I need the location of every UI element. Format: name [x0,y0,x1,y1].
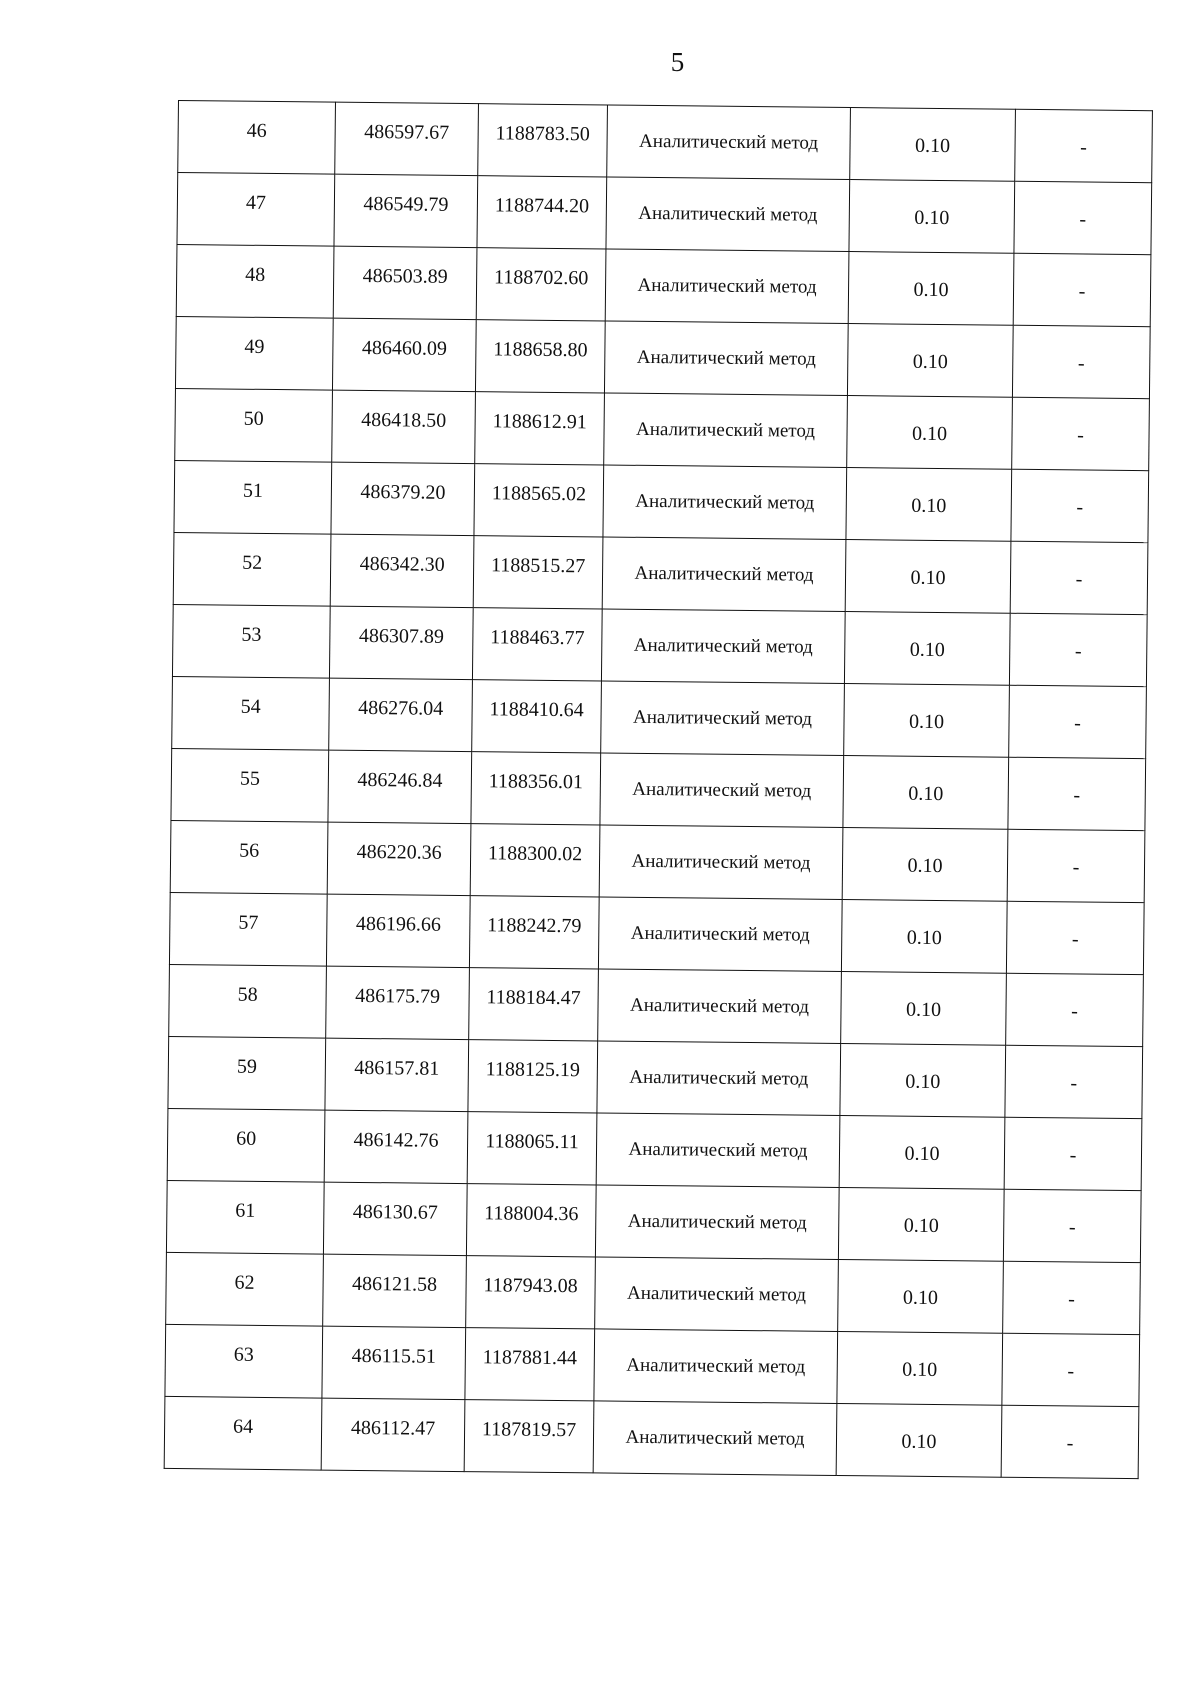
method: Аналитический метод [636,346,816,370]
method-cell [602,537,846,612]
table-row [172,676,1147,758]
x-coordinate-cell [322,1326,466,1399]
x-coordinate: 486196.66 [355,912,441,936]
description-cell [1002,1333,1140,1406]
x-coordinate-cell [321,1398,465,1471]
description-cell [1001,1405,1139,1478]
error-cell [838,1187,1004,1261]
x-coordinate-cell [323,1254,467,1327]
table-row [176,244,1151,326]
table-row [168,1036,1143,1118]
description-cell [1006,901,1144,974]
error-value: 0.10 [908,782,944,806]
method-cell [596,1113,840,1188]
method: Аналитический метод [626,1354,806,1378]
y-coordinate-cell [478,104,608,177]
point-number: 58 [237,983,258,1006]
point-number-cell [172,604,330,678]
description-value: - [1072,856,1080,879]
error-value: 0.10 [911,494,947,518]
x-coordinate: 486379.20 [360,480,446,504]
table-row [174,460,1149,542]
error-value: 0.10 [902,1358,938,1382]
error-cell [843,756,1009,830]
page-number: 5 [670,47,685,77]
y-coordinate: 1187943.08 [483,1274,578,1298]
method: Аналитический метод [637,274,817,298]
error-value: 0.10 [912,350,948,374]
description-value: - [1071,928,1079,951]
y-coordinate-cell [466,1184,596,1257]
point-number: 63 [233,1343,254,1366]
x-coordinate: 486175.79 [355,984,441,1008]
method: Аналитический метод [635,418,816,442]
table-row [178,101,1153,183]
y-coordinate-cell [469,968,599,1041]
y-coordinate-cell [468,1040,598,1113]
x-coordinate: 486112.47 [350,1416,436,1440]
x-coordinate: 486142.76 [353,1128,439,1152]
description-value: - [1068,1216,1076,1239]
error-value: 0.10 [902,1286,939,1310]
point-number-cell [166,1180,324,1254]
method: Аналитический метод [632,706,813,730]
method-cell [605,249,849,324]
table-row [167,1108,1142,1190]
description-cell [1012,325,1150,398]
y-coordinate: 1188565.02 [491,482,587,506]
x-coordinate-cell [328,750,472,823]
x-coordinate: 486597.67 [364,120,450,144]
description-cell [1011,469,1149,542]
description-cell [1014,181,1152,254]
x-coordinate: 486276.04 [358,696,444,720]
method: Аналитический метод [630,922,810,946]
point-number: 57 [238,911,259,934]
description-cell [1007,829,1145,902]
x-coordinate-cell [333,246,477,319]
method: Аналитический метод [627,1210,807,1234]
x-coordinate-cell [326,894,470,967]
description-value: - [1071,1000,1078,1023]
table-row [172,604,1147,686]
y-coordinate-cell [464,1400,594,1473]
description-value: - [1074,640,1082,663]
y-coordinate: 1188125.19 [485,1058,581,1082]
description-cell [1005,1045,1143,1118]
y-coordinate: 1188612.91 [492,410,587,434]
method-cell [593,1401,837,1476]
y-coordinate-cell [472,608,602,681]
coordinates-table-body [164,101,1152,1479]
error-cell [841,899,1007,973]
table-row [166,1180,1141,1262]
x-coordinate-cell [330,534,474,607]
y-coordinate: 1188242.79 [487,914,582,938]
point-number-cell [166,1252,324,1326]
y-coordinate-cell [465,1328,595,1401]
error-cell [839,1115,1005,1189]
description-value: - [1067,1360,1075,1383]
point-number: 50 [243,407,264,430]
point-number: 60 [236,1127,257,1150]
method-cell [600,753,844,828]
point-number: 46 [246,119,267,142]
description-cell [1013,253,1151,326]
point-number-cell [174,460,332,534]
x-coordinate-cell [331,462,475,535]
method: Аналитический метод [626,1282,807,1306]
table-row [177,173,1152,255]
point-number: 55 [239,767,261,790]
error-cell [841,971,1007,1045]
point-number-cell [170,820,328,894]
point-number: 52 [242,551,263,574]
y-coordinate: 1187819.57 [481,1418,577,1442]
description-value: - [1070,1072,1078,1095]
error-cell [844,612,1010,686]
table-row [169,964,1144,1046]
x-coordinate: 486418.50 [361,408,447,432]
description-value: - [1066,1432,1074,1455]
point-number: 54 [240,695,261,718]
method-cell [607,105,851,180]
error-value: 0.10 [911,422,948,446]
method-cell [606,177,850,252]
description-value: - [1074,712,1081,735]
y-coordinate-cell [472,680,602,753]
method-cell [598,897,842,972]
point-number: 53 [241,623,262,646]
description-cell [1008,757,1146,830]
y-coordinate: 1188356.01 [488,770,584,794]
point-number-cell [167,1108,325,1182]
method: Аналитический метод [625,1426,805,1450]
y-coordinate-cell [477,176,607,249]
x-coordinate: 486342.30 [359,552,445,576]
description-value: - [1077,424,1084,447]
table-row [169,892,1144,974]
y-coordinate: 1188463.77 [490,626,585,650]
error-value: 0.10 [914,206,950,230]
point-number-cell [164,1396,322,1470]
x-coordinate-cell [329,678,473,751]
x-coordinate-cell [327,822,471,895]
method: Аналитический метод [638,202,818,226]
x-coordinate-cell [325,1038,469,1111]
method: Аналитический метод [634,562,814,586]
method-cell [597,1041,841,1116]
method: Аналитический метод [628,1138,808,1162]
point-number: 48 [245,263,266,286]
point-number: 64 [232,1415,254,1438]
table-row [171,748,1146,830]
point-number-cell [176,244,334,318]
x-coordinate: 486115.51 [351,1344,437,1368]
x-coordinate-cell [334,174,478,247]
description-value: - [1069,1144,1077,1167]
y-coordinate-cell [471,752,601,825]
method-cell [604,321,848,396]
x-coordinate: 486157.81 [354,1056,440,1080]
table-row [166,1252,1141,1334]
description-value: - [1078,280,1086,303]
x-coordinate: 486130.67 [352,1200,438,1224]
table-row [175,316,1150,398]
point-number-cell [175,316,333,390]
point-number-cell [175,388,333,462]
x-coordinate-cell [335,102,479,175]
y-coordinate: 1188658.80 [493,338,588,362]
method-cell [601,609,845,684]
point-number-cell [165,1324,323,1398]
point-number: 51 [242,479,264,502]
x-coordinate: 486220.36 [356,840,442,864]
error-cell [850,108,1016,182]
error-cell [844,684,1010,758]
point-number: 62 [234,1271,255,1294]
table-row [170,820,1145,902]
y-coordinate: 1188744.20 [494,194,590,218]
error-cell [848,252,1014,326]
y-coordinate: 1188004.36 [484,1202,579,1226]
y-coordinate-cell [475,392,605,465]
x-coordinate-cell [326,966,470,1039]
error-cell [837,1331,1003,1405]
description-cell [1010,541,1148,614]
error-value: 0.10 [913,278,949,302]
point-number: 59 [236,1055,257,1078]
point-number: 49 [244,335,265,358]
method-cell [598,969,842,1044]
y-coordinate: 1188515.27 [490,554,586,578]
x-coordinate: 486549.79 [363,192,449,216]
point-number-cell [172,676,330,750]
x-coordinate-cell [332,390,476,463]
table-row [165,1324,1140,1406]
error-cell [845,540,1011,614]
y-coordinate: 1187881.44 [482,1346,578,1370]
error-value: 0.10 [909,638,945,662]
description-cell [1009,685,1147,758]
method: Аналитический метод [633,634,813,658]
point-number: 61 [235,1199,256,1222]
table-row [175,388,1150,470]
description-cell [1003,1261,1141,1334]
point-number-cell [173,532,331,606]
error-cell [842,828,1008,902]
point-number: 47 [245,191,267,214]
description-value: - [1068,1288,1075,1311]
y-coordinate: 1188184.47 [486,986,581,1010]
method: Аналитический метод [632,778,812,802]
error-value: 0.10 [914,134,951,158]
description-cell [1006,973,1144,1046]
point-number: 56 [239,839,260,862]
y-coordinate-cell [469,896,599,969]
error-value: 0.10 [905,1070,941,1094]
x-coordinate-cell [323,1182,467,1255]
description-value: - [1076,496,1084,519]
description-value: - [1079,208,1087,231]
method: Аналитический метод [635,490,815,514]
y-coordinate: 1188702.60 [493,266,589,290]
x-coordinate-cell [329,606,473,679]
method-cell [594,1329,838,1404]
point-number-cell [168,1036,326,1110]
error-value: 0.10 [908,710,945,734]
error-value: 0.10 [910,566,946,590]
x-coordinate: 486246.84 [357,768,443,792]
method-cell [595,1185,839,1260]
y-coordinate-cell [476,248,606,321]
y-coordinate: 1188065.11 [485,1130,579,1154]
error-cell [836,1403,1002,1477]
y-coordinate-cell [470,824,600,897]
error-cell [846,468,1012,542]
method-cell [604,393,848,468]
y-coordinate-cell [466,1256,596,1329]
x-coordinate: 486121.58 [351,1272,438,1296]
method: Аналитический метод [639,130,819,154]
point-number-cell [169,892,327,966]
description-value: - [1080,136,1087,159]
error-value: 0.10 [903,1214,939,1238]
y-coordinate-cell [467,1112,597,1185]
y-coordinate-cell [474,464,604,537]
point-number-cell [169,964,327,1038]
point-number-cell [177,173,335,247]
y-coordinate: 1188410.64 [489,698,584,722]
error-cell [838,1259,1004,1333]
description-cell [1009,613,1147,686]
description-cell [1004,1117,1142,1190]
error-cell [847,324,1013,398]
coordinates-table [164,100,1153,1479]
description-value: - [1075,568,1083,591]
y-coordinate-cell [475,320,605,393]
description-cell [1015,109,1153,182]
x-coordinate: 486307.89 [358,624,445,648]
method: Аналитический метод [629,1066,809,1090]
y-coordinate-cell [473,536,603,609]
method-cell [601,681,845,756]
error-cell [840,1043,1006,1117]
error-value: 0.10 [907,854,943,878]
description-value: - [1073,784,1081,807]
method-cell [603,465,847,540]
error-value: 0.10 [904,1142,940,1166]
y-coordinate: 1188783.50 [495,122,590,146]
error-cell [847,396,1013,470]
description-cell [1003,1189,1141,1262]
y-coordinate: 1188300.02 [487,842,583,866]
method: Аналитический метод [631,850,811,874]
description-value: - [1077,352,1085,375]
table-row [164,1396,1139,1478]
description-cell [1012,397,1150,470]
method-cell [599,825,843,900]
method: Аналитический метод [629,994,810,1018]
table-row [173,532,1148,614]
error-cell [849,180,1015,254]
point-number-cell [178,101,336,175]
method-cell [595,1257,839,1332]
x-coordinate: 486460.09 [361,336,448,360]
x-coordinate-cell [332,318,476,391]
error-value: 0.10 [901,1430,937,1454]
point-number-cell [171,748,329,822]
x-coordinate-cell [324,1110,468,1183]
x-coordinate: 486503.89 [362,264,448,288]
error-value: 0.10 [906,926,942,950]
error-value: 0.10 [905,998,942,1022]
